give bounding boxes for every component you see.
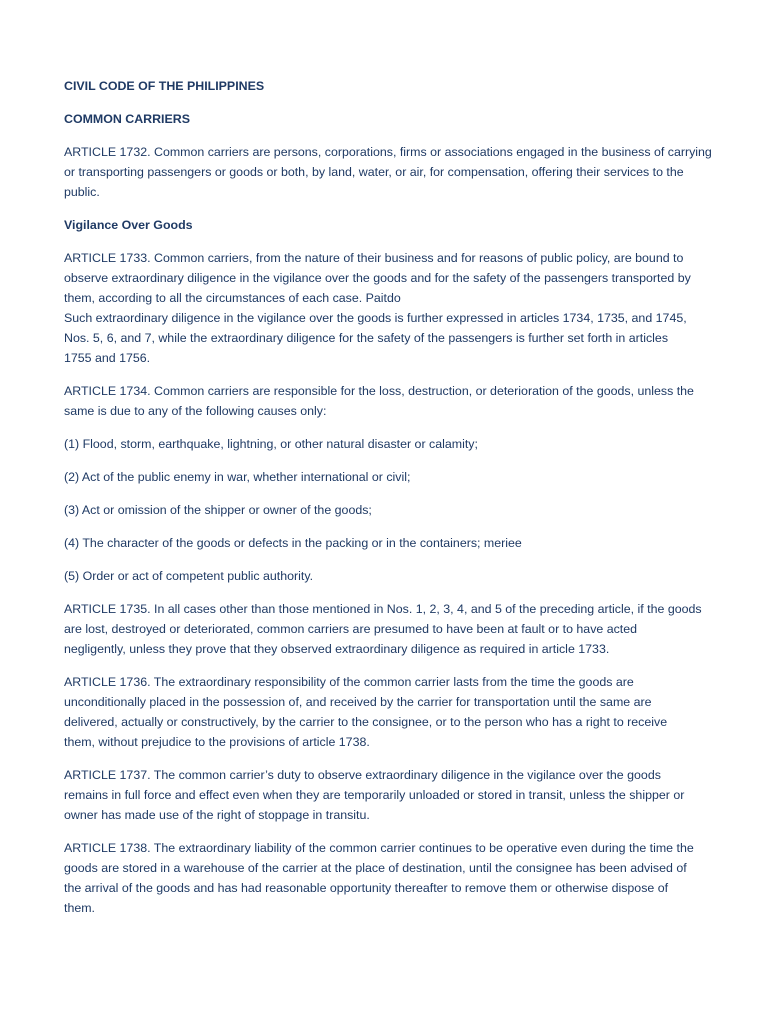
article-1738-line: ARTICLE 1738. The extraordinary liability of the common carrier continues to be operative even during the time the	[64, 841, 694, 855]
document-page	[64, 76, 716, 931]
cause-item: (1) Flood, storm, earthquake, lightning, or other natural disaster or calamity;	[64, 437, 478, 451]
article-1733-line: observe extraordinary diligence in the vigilance over the goods and for the safety of the passengers transported by	[64, 271, 691, 285]
article-1737-line: ARTICLE 1737. The common carrier’s duty to observe extraordinary diligence in the vigilance over the goods	[64, 768, 661, 782]
article-1733-line: Such extraordinary diligence in the vigilance over the goods is further expressed in articles 1734, 1735, and 1745,	[64, 311, 687, 325]
article-1733	[64, 248, 716, 368]
article-1738-line: them.	[64, 901, 95, 915]
section-heading: COMMON CARRIERS	[64, 112, 190, 126]
article-1733-line: 1755 and 1756.	[64, 351, 151, 365]
article-1732-line: or transporting passengers or goods or both, by land, water, or air, for compensation, offering their services to the	[64, 165, 684, 179]
article-1735	[64, 599, 716, 659]
article-1732-line: ARTICLE 1732. Common carriers are persons, corporations, firms or associations engaged in the business of carrying	[64, 145, 712, 159]
article-1738	[64, 838, 716, 918]
article-1737-line: owner has made use of the right of stoppage in transitu.	[64, 808, 370, 822]
article-1737	[64, 765, 716, 825]
subheading-vigilance: Vigilance Over Goods	[64, 218, 193, 232]
article-1736-line: ARTICLE 1736. The extraordinary responsibility of the common carrier lasts from the time the goods are	[64, 675, 634, 689]
article-1734-line: same is due to any of the following causes only:	[64, 404, 327, 418]
article-1735-line: are lost, destroyed or deteriorated, common carriers are presumed to have been at fault or to have acted	[64, 622, 638, 636]
cause-item: (2) Act of the public enemy in war, whether international or civil;	[64, 470, 411, 484]
cause-item: (3) Act or omission of the shipper or owner of the goods;	[64, 503, 372, 517]
article-1736	[64, 672, 716, 752]
article-1736-line: them, without prejudice to the provisions of article 1738.	[64, 735, 370, 749]
article-1735-line: ARTICLE 1735. In all cases other than those mentioned in Nos. 1, 2, 3, 4, and 5 of the preceding article, if the goods	[64, 602, 702, 616]
article-1736-line: unconditionally placed in the possession of, and received by the carrier for transportation until the same are	[64, 695, 652, 709]
article-1737-line: remains in full force and effect even when they are temporarily unloaded or stored in transit, unless the shipper or	[64, 788, 685, 802]
cause-item: (4) The character of the goods or defects in the packing or in the containers; meriee	[64, 536, 522, 550]
article-1734-line: ARTICLE 1734. Common carriers are responsible for the loss, destruction, or deterioration of the goods, unless the	[64, 384, 694, 398]
article-1738-line: the arrival of the goods and has had reasonable opportunity thereafter to remove them or otherwise dispose of	[64, 881, 669, 895]
article-1733-line: Nos. 5, 6, and 7, while the extraordinary diligence for the safety of the passengers is further set forth in articles	[64, 331, 669, 345]
article-1738-line: goods are stored in a warehouse of the carrier at the place of destination, until the consignee has been advised of	[64, 861, 687, 875]
article-1733-line: them, according to all the circumstances of each case. Paitdo	[64, 291, 401, 305]
article-1732	[64, 142, 716, 202]
article-1736-line: delivered, actually or constructively, by the carrier to the consignee, or to the person who has a right to receive	[64, 715, 668, 729]
document-title: CIVIL CODE OF THE PHILIPPINES	[64, 79, 265, 93]
article-1735-line: negligently, unless they prove that they observed extraordinary diligence as required in article 1733.	[64, 642, 610, 656]
article-1732-line: public.	[64, 185, 100, 199]
cause-item: (5) Order or act of competent public authority.	[64, 569, 314, 583]
article-1733-line: ARTICLE 1733. Common carriers, from the nature of their business and for reasons of public policy, are bound to	[64, 251, 684, 265]
article-1734	[64, 381, 716, 421]
